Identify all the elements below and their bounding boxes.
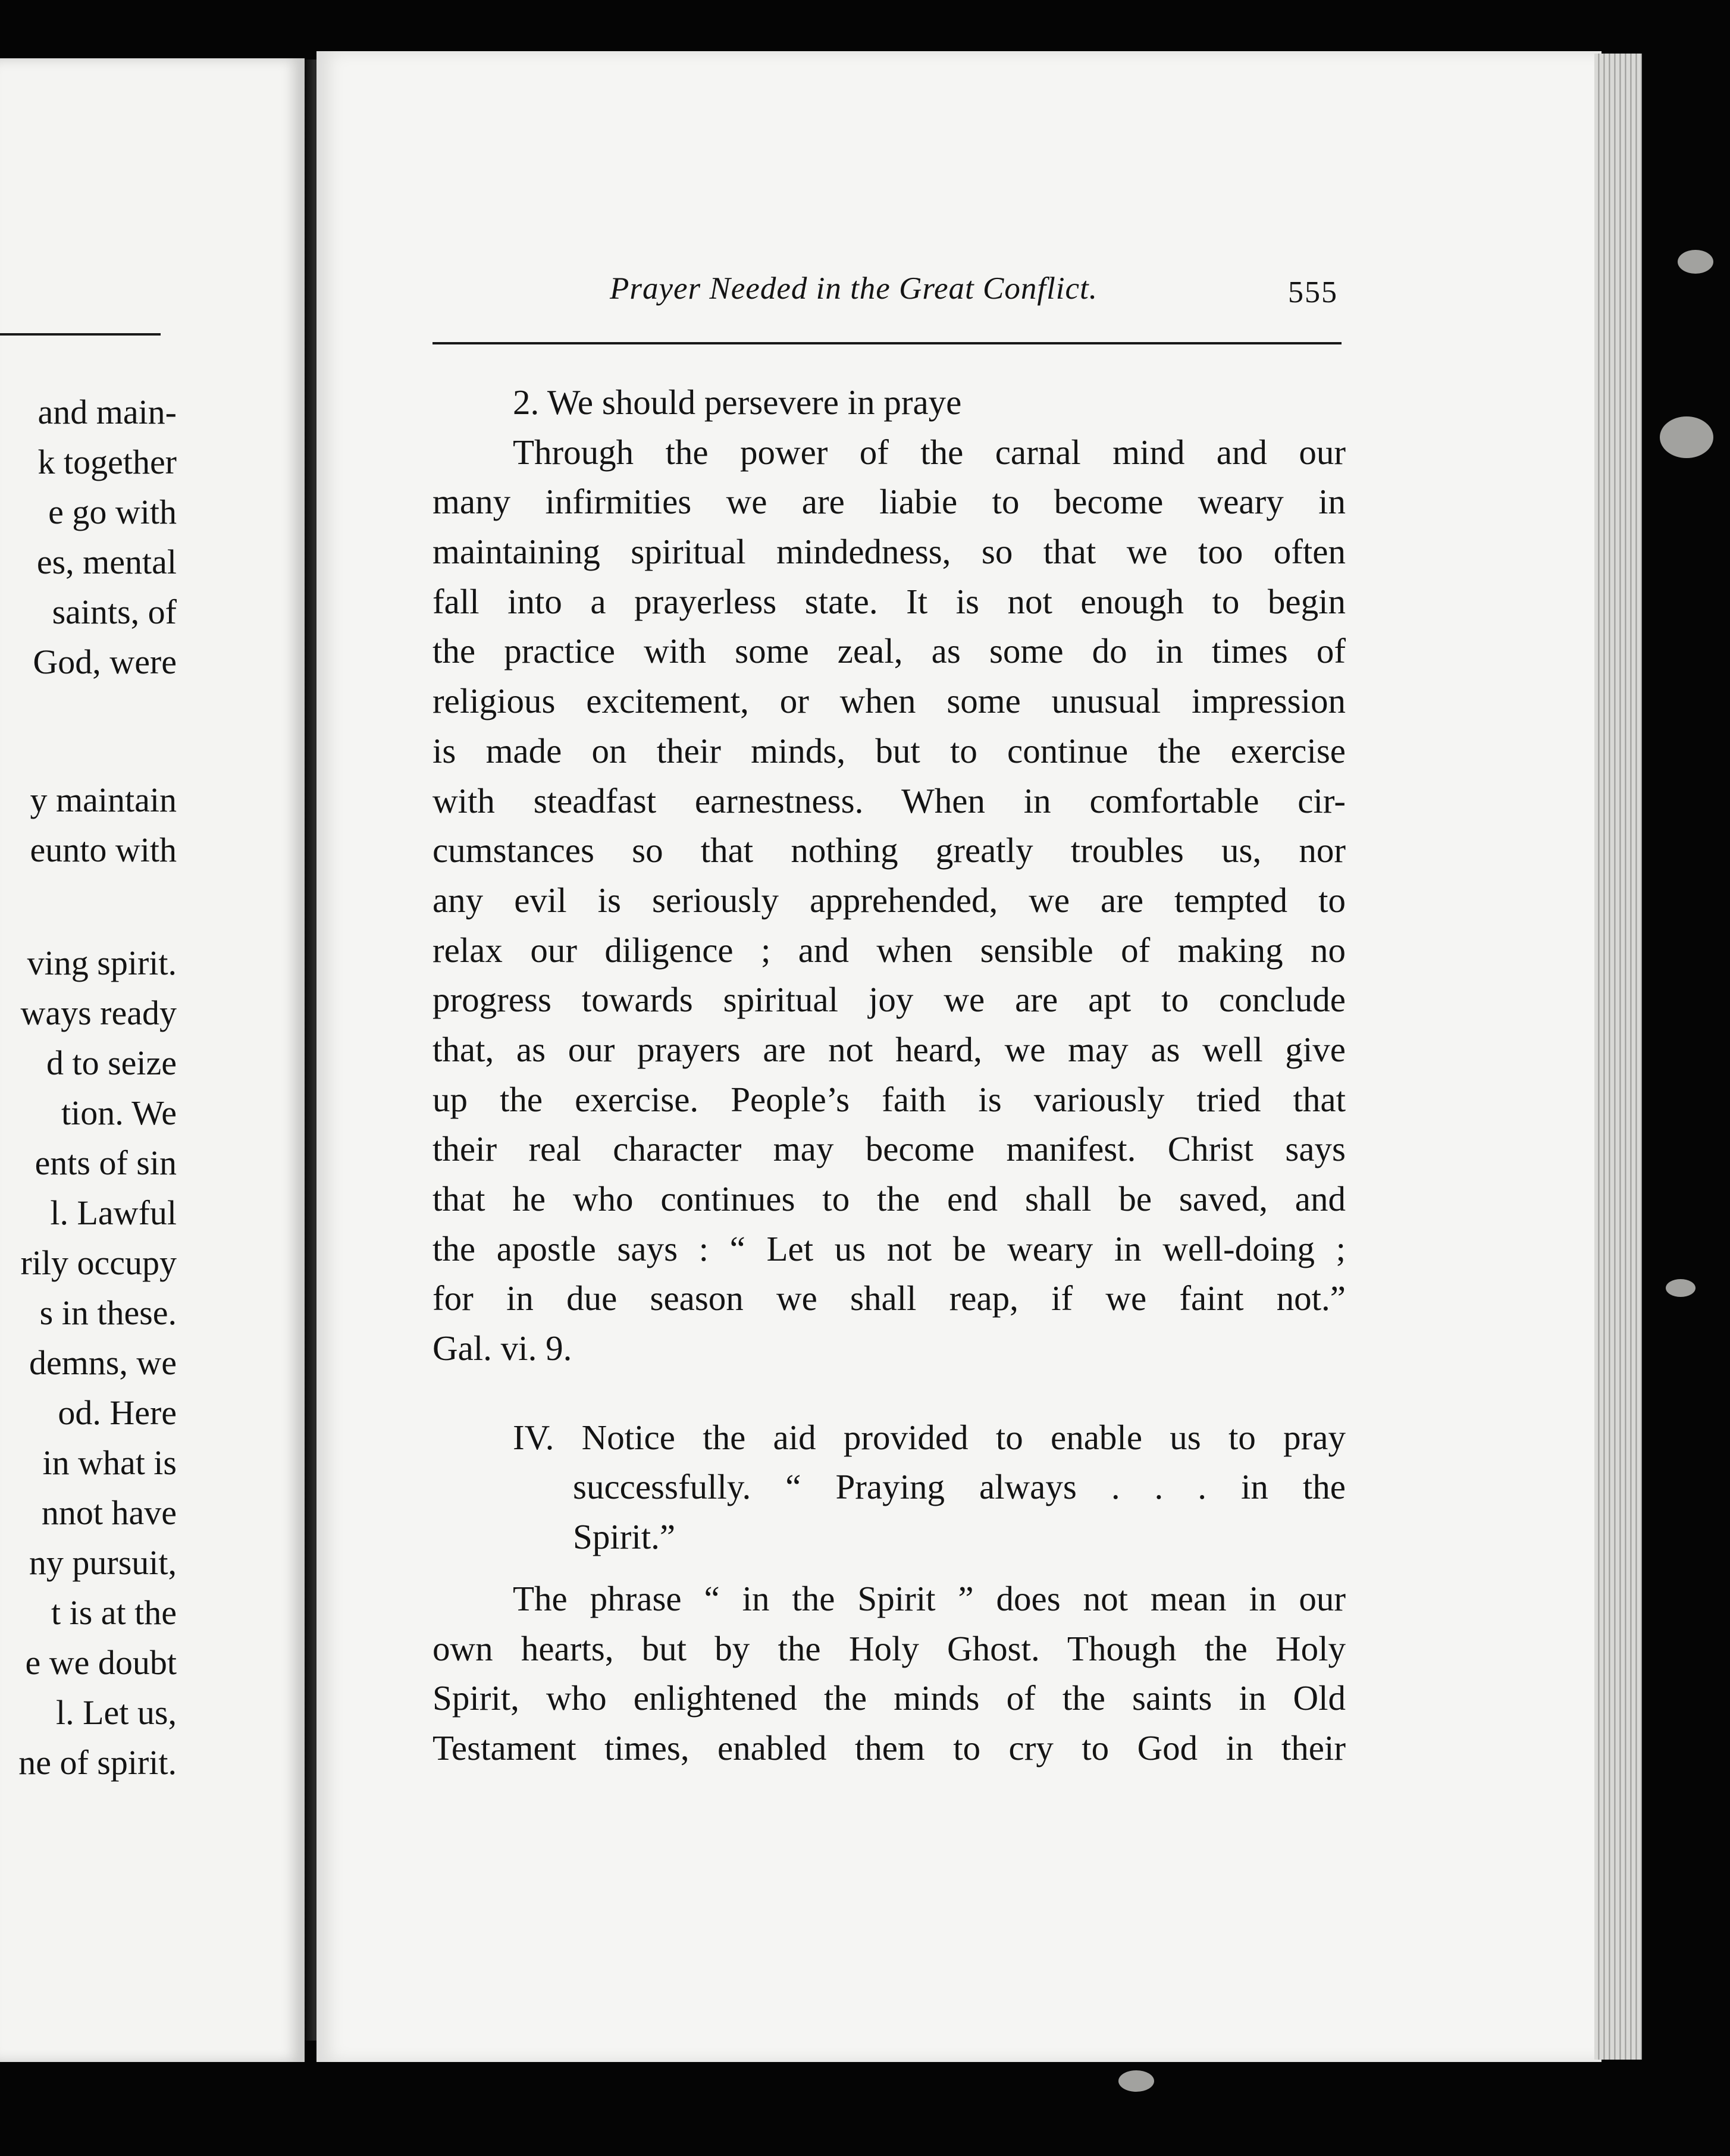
section-heading-line: Spirit.” — [573, 1517, 676, 1557]
left-line: nnot have — [41, 1493, 177, 1532]
left-line: and main- — [37, 393, 177, 431]
section-heading-line: IV. Notice the aid provided to enable us to pray — [513, 1417, 1346, 1457]
left-line: t is at the — [51, 1593, 177, 1632]
paragraph-line: fall into a prayerless state. It is not enough to begin — [432, 581, 1346, 621]
paragraph-line: any evil is seriously apprehended, we are tempted to — [432, 880, 1346, 920]
paragraph-line: is made on their minds, but to continue the exercise — [432, 731, 1346, 770]
left-line: l. Let us, — [56, 1693, 177, 1732]
left-line: e go with — [48, 493, 177, 531]
left-line: demns, we — [29, 1343, 177, 1382]
left-page — [0, 58, 305, 2062]
paragraph-line: progress towards spiritual joy we are apt to conclude — [432, 980, 1346, 1020]
left-line: od. Here — [58, 1393, 177, 1432]
section-heading-line: successfully. “ Praying always . . . in the — [573, 1467, 1346, 1507]
paragraph-line: cumstances so that nothing greatly troubles us, nor — [432, 831, 1346, 870]
left-line: ents of sin — [35, 1143, 177, 1182]
page-edges — [1594, 54, 1642, 2060]
page-number: 555 — [1288, 275, 1338, 309]
left-line: ving spirit. — [27, 944, 177, 982]
print-speck — [1660, 416, 1713, 458]
paragraph-line: with steadfast earnestness. When in comfortable cir- — [432, 781, 1346, 820]
left-line: eunto with — [30, 831, 177, 869]
left-line: d to seize — [46, 1043, 177, 1082]
paragraph-line: Gal. vi. 9. — [432, 1328, 572, 1368]
paragraph-line: for in due season we shall reap, if we faint not.” — [432, 1278, 1346, 1318]
paragraph-line: that, as our prayers are not heard, we may as well give — [432, 1029, 1346, 1069]
left-page-rule — [0, 333, 161, 336]
print-speck — [1678, 250, 1713, 274]
paragraph-line: maintaining spiritual mindedness, so that we too often — [432, 532, 1346, 572]
left-line: es, mental — [36, 543, 177, 581]
point-heading: 2. We should persevere in praye — [513, 383, 962, 422]
paragraph-line: religious excitement, or when some unusual impression — [432, 681, 1346, 721]
left-line: y maintain — [30, 781, 177, 819]
paragraph-line: own hearts, but by the Holy Ghost. Though the Holy — [432, 1628, 1346, 1668]
left-line: saints, of — [52, 593, 177, 631]
left-line: rily occupy — [20, 1243, 177, 1282]
main-text — [432, 378, 1346, 1773]
paragraph-line: Testament times, enabled them to cry to God in their — [432, 1728, 1346, 1768]
left-line: e we doubt — [25, 1643, 177, 1682]
paragraph-line: Spirit, who enlightened the minds of the saints in Old — [432, 1678, 1346, 1718]
left-line: ny pursuit, — [29, 1543, 177, 1582]
print-speck — [1118, 2070, 1154, 2092]
left-line: in what is — [42, 1443, 177, 1482]
paragraph-line: that he who continues to the end shall be saved, and — [432, 1179, 1346, 1218]
left-line: ne of spirit. — [18, 1743, 177, 1782]
print-speck — [1666, 1279, 1695, 1297]
header-rule — [432, 342, 1342, 344]
left-line: ways ready — [20, 994, 177, 1032]
running-head: Prayer Needed in the Great Conflict. — [610, 271, 1098, 306]
paragraph-line: relax our diligence ; and when sensible of making no — [432, 930, 1346, 970]
paragraph-line: the practice with some zeal, as some do in times of — [432, 631, 1346, 671]
paragraph-line: The phrase “ in the Spirit ” does not mean in our — [513, 1578, 1346, 1618]
paragraph-line: the apostle says : “ Let us not be weary in well-doing ; — [432, 1229, 1346, 1268]
left-line: k together — [37, 443, 177, 481]
left-line: s in these. — [39, 1293, 177, 1332]
left-line: God, were — [33, 643, 177, 681]
paragraph-line: up the exercise. People’s faith is variously tried that — [432, 1079, 1346, 1119]
left-line: l. Lawful — [50, 1193, 177, 1232]
paragraph-line: many infirmities we are liabie to become weary in — [432, 482, 1346, 522]
paragraph-line: Through the power of the carnal mind and our — [513, 432, 1346, 472]
paragraph-line: their real character may become manifest. Christ says — [432, 1129, 1346, 1169]
left-line: tion. We — [61, 1093, 177, 1132]
